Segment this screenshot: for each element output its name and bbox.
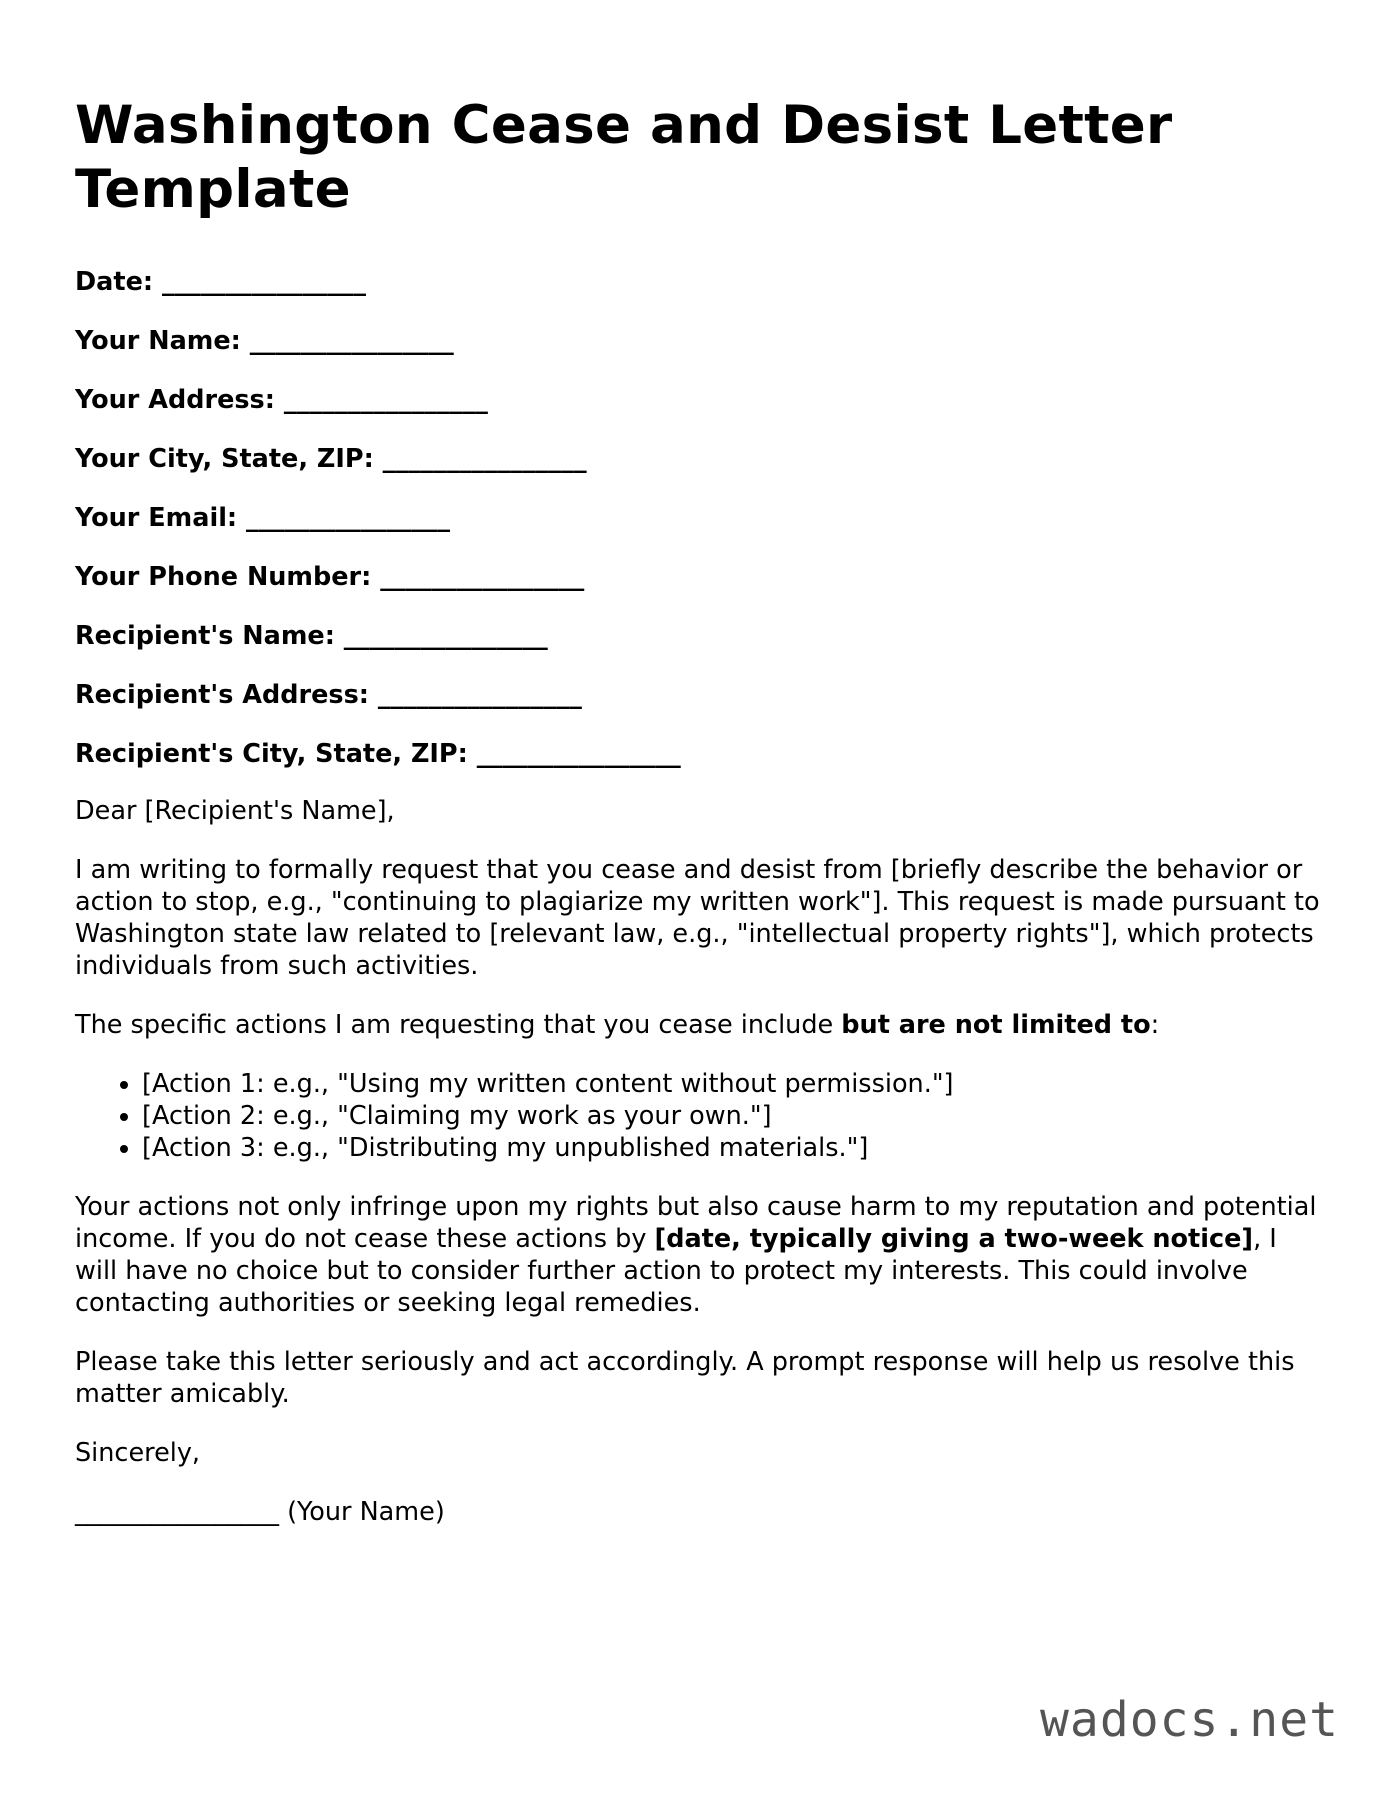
text-segment: The specific actions I am requesting that you cease include [75,1010,842,1040]
field-recipient-city-state-zip [75,738,1325,770]
bold-text-segment: [date, typically giving a two-week notice] [654,1224,1254,1254]
field-label: Your City, State, ZIP: [75,444,374,474]
header-fields [75,266,1325,770]
field-your-phone [75,561,1325,593]
field-label: Recipient's Name: [75,621,335,651]
field-label: Your Phone Number: [75,562,372,592]
field-label: Your Address: [75,385,275,415]
signature-label: (Your Name) [287,1497,445,1527]
actions-list [75,1068,1325,1164]
field-your-name [75,325,1325,357]
field-blank[interactable]: ________________ [343,621,548,651]
field-your-address [75,384,1325,416]
text-segment: , I will have no choice but to consider further action to protect my interests. This could involve contacting authorities or seeking legal remedies. [75,1224,1277,1318]
text-segment: Your actions not only infringe upon my rights but also cause harm to my reputation and potential income. If you do not cease these actions by [75,1192,1317,1254]
field-label: Date: [75,267,154,297]
closing: Sincerely, [75,1438,201,1468]
signature-blank[interactable]: ________________ [75,1497,279,1527]
field-label: Recipient's Address: [75,680,369,710]
salutation: Dear [Recipient's Name], [75,796,395,826]
paragraph-actions-intro [75,1009,1325,1041]
field-date [75,266,1325,298]
field-label: Recipient's City, State, ZIP: [75,739,468,769]
field-blank[interactable]: ________________ [377,680,582,710]
list-item: • [Action 2: e.g., "Claiming my work as your own."] [142,1100,1325,1132]
document-title: Washington Cease and Desist Letter Template [75,95,1173,220]
field-blank[interactable]: ________________ [380,562,585,592]
field-blank[interactable]: ________________ [249,326,454,356]
list-item: • [Action 1: e.g., "Using my written content without permission."] [142,1068,1325,1100]
signature-line [75,1496,1325,1528]
paragraph-request: I am writing to formally request that you cease and desist from [briefly describe the behavior or action to stop, e.g., "continuing to plagiarize my written work"]. This request is made pursuant to Washington state law related to [relevant law, e.g., "intellectual property rights"], which protects individuals from such activities. [75,855,1320,981]
bold-text-segment: but are not limited to [841,1010,1151,1040]
watermark: wadocs.net [1040,1692,1339,1748]
field-label: Your Email: [75,503,238,533]
text-segment: : [1150,1010,1160,1040]
field-blank[interactable]: ________________ [283,385,488,415]
field-blank[interactable]: ________________ [382,444,587,474]
field-recipient-address [75,679,1325,711]
field-label: Your Name: [75,326,241,356]
field-your-email [75,502,1325,534]
paragraph-closing-request: Please take this letter seriously and act accordingly. A prompt response will help us resolve this matter amicably. [75,1347,1295,1409]
field-recipient-name [75,620,1325,652]
field-blank[interactable]: ________________ [161,267,366,297]
document-page [75,94,1325,1555]
paragraph-consequences [75,1191,1325,1319]
field-your-city-state-zip [75,443,1325,475]
list-item: • [Action 3: e.g., "Distributing my unpublished materials."] [142,1132,1325,1164]
field-blank[interactable]: ________________ [476,739,681,769]
field-blank[interactable]: ________________ [246,503,451,533]
